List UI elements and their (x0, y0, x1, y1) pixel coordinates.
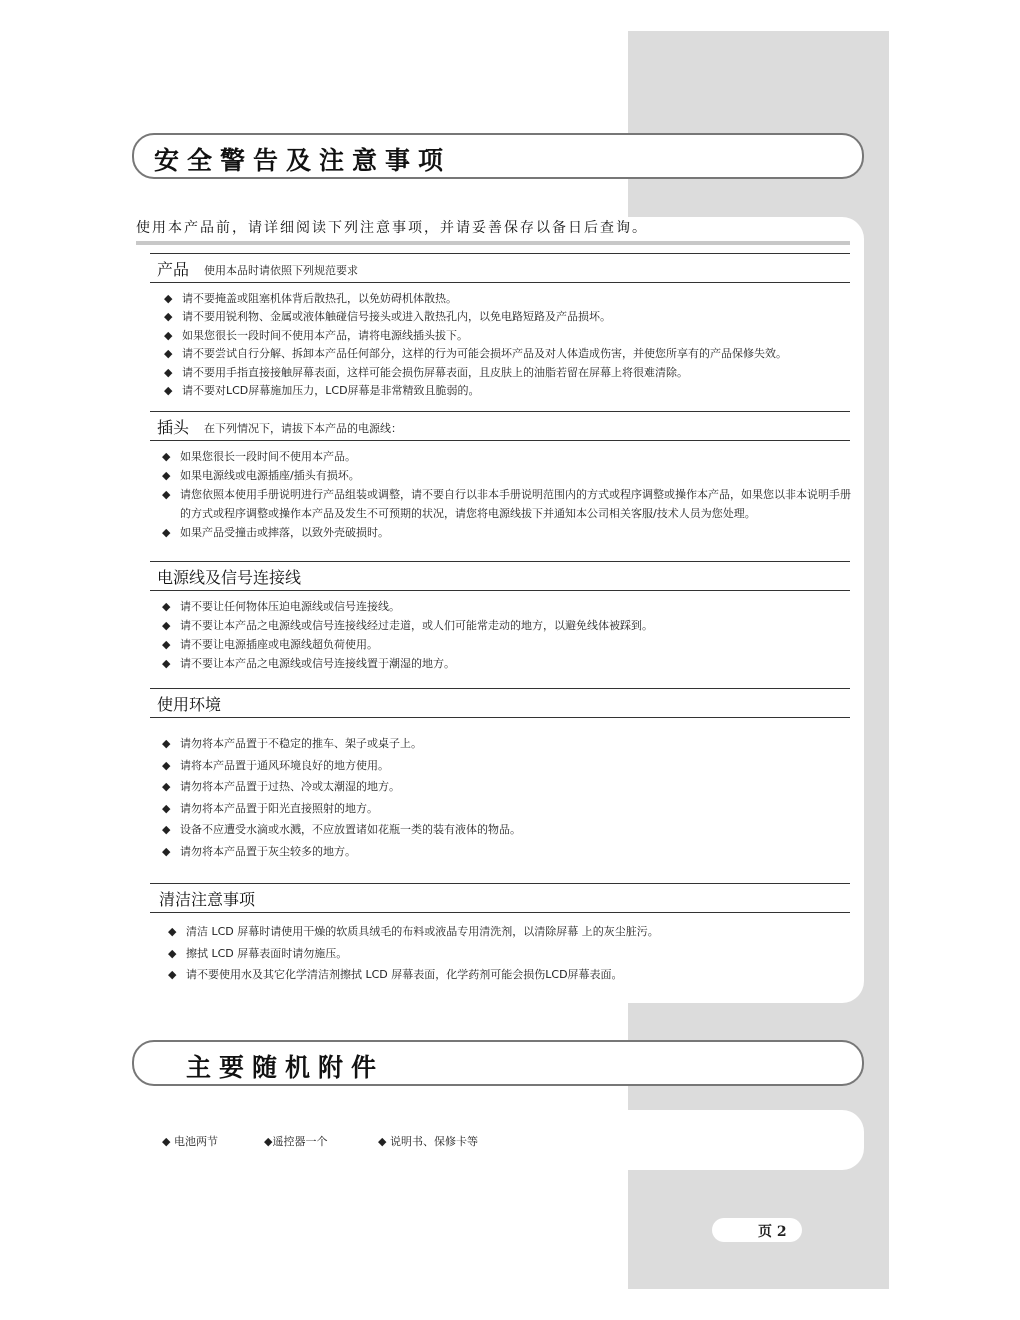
product-list (164, 290, 854, 400)
list-item: ◆ 请勿将本产品置于阳光直接照射的地方。 (162, 798, 852, 820)
section-header-environment (150, 688, 850, 718)
list-item: ◆ 设备不应遭受水滴或水溅，不应放置诸如花瓶一类的装有液体的物品。 (162, 819, 852, 841)
cable-list (162, 597, 852, 673)
bullet-icon: ◆ (162, 801, 171, 815)
list-item: ◆ 请您依照本使用手册说明进行产品组装或调整，请不要自行以非本手册说明范围内的方式或程序调整或操作本产品，如果您以非本说明手册的方式或程序调整或操作本产品及发生不可预期的状况，请您将电源线拔下并通知本公司相关客服/技术人员为您处理。 (162, 485, 852, 523)
list-item: ◆ 请不要让电源插座或电源线超负荷使用。 (162, 635, 852, 654)
bullet-icon: ◆ (164, 384, 173, 398)
bullet-icon: ◆ (378, 1135, 387, 1148)
bullet-icon: ◆ (162, 469, 171, 482)
bullet-icon: ◆ (162, 844, 171, 858)
environment-list (162, 733, 852, 862)
accessory-item: ◆ 电池两节 (162, 1135, 218, 1148)
list-item: ◆ 请不要对LCD屏幕施加压力，LCD屏幕是非常精致且脆弱的。 (164, 382, 854, 400)
section-title-product: 产品 (157, 260, 190, 279)
bullet-icon: ◆ (168, 946, 177, 960)
list-item: ◆ 请不要尝试自行分解、拆卸本产品任何部分，这样的行为可能会损坏产品及对人体造成伤害，并使您所享有的产品保修失效。 (164, 345, 854, 363)
section-title-cleaning: 清洁注意事项 (159, 890, 256, 909)
bullet-icon: ◆ (162, 450, 171, 463)
bullet-icon: ◆ (168, 925, 177, 938)
accessories-heading-box (132, 1040, 864, 1086)
section-title-plug: 插头 (157, 418, 190, 437)
bullet-icon: ◆ (264, 1135, 273, 1148)
bullet-icon: ◆ (162, 526, 171, 539)
bullet-icon: ◆ (162, 737, 171, 750)
bullet-icon: ◆ (164, 310, 173, 324)
list-item: ◆ 如果电源线或电源插座/插头有损坏。 (162, 466, 852, 485)
plug-list (162, 447, 852, 542)
list-item: ◆ 请不要掩盖或阻塞机体背后散热孔，以免妨碍机体散热。 (164, 290, 854, 308)
bullet-icon: ◆ (162, 619, 171, 632)
list-item: ◆ 如果您很长一段时间不使用本产品。 (162, 447, 852, 466)
list-item: ◆ 请不要让本产品之电源线或信号连接线经过走道，或人们可能常走动的地方，以避免线体被踩到。 (162, 616, 852, 635)
section-title-environment: 使用环境 (157, 695, 222, 714)
bullet-icon: ◆ (164, 347, 173, 361)
section-subtitle-plug: 在下列情况下，请拔下本产品的电源线： (204, 422, 402, 435)
list-item: ◆ 请不要让本产品之电源线或信号连接线置于潮湿的地方。 (162, 654, 852, 673)
list-item: ◆ 如果产品受撞击或摔落，以致外壳破损时。 (162, 523, 852, 542)
bullet-icon: ◆ (162, 1135, 171, 1148)
bullet-icon: ◆ (162, 657, 171, 670)
intro-text: 使用本产品前，请详细阅读下列注意事项，并请妥善保存以备日后查询。 (136, 220, 648, 236)
bullet-icon: ◆ (164, 365, 173, 379)
bullet-icon: ◆ (162, 488, 171, 501)
bullet-icon: ◆ (162, 780, 171, 793)
bullet-icon: ◆ (162, 823, 171, 836)
bullet-icon: ◆ (162, 600, 171, 613)
page-number: 页 2 (758, 1224, 787, 1240)
page-number-tab (712, 1218, 802, 1242)
list-item: ◆ 擦拭 LCD 屏幕表面时请勿施压。 (168, 943, 852, 965)
bullet-icon: ◆ (164, 292, 173, 305)
section-title-cable: 电源线及信号连接线 (157, 568, 302, 587)
list-item: ◆ 请将本产品置于通风环境良好的地方使用。 (162, 755, 852, 777)
list-item: ◆ 请不要用锐利物、金属或液体触碰信号接头或进入散热孔内，以免电路短路及产品损坏。 (164, 308, 854, 326)
list-item: ◆ 清洁 LCD 屏幕时请使用干燥的软质具绒毛的布料或液晶专用清洗剂，以清除屏幕 上的灰尘脏污。 (168, 921, 852, 943)
intro-divider (136, 241, 850, 245)
section-header-plug (150, 411, 850, 441)
list-item: ◆ 请勿将本产品置于过热、冷或太潮湿的地方。 (162, 776, 852, 798)
safety-title: 安全警告及注意事项 (154, 146, 452, 175)
cleaning-list (168, 921, 852, 986)
safety-heading-box (132, 133, 864, 179)
accessory-item: ◆ 说明书、保修卡等 (378, 1135, 478, 1148)
bullet-icon: ◆ (162, 758, 171, 772)
list-item: ◆ 请勿将本产品置于不稳定的推车、架子或桌子上。 (162, 733, 852, 755)
list-item: ◆ 请不要让任何物体压迫电源线或信号连接线。 (162, 597, 852, 616)
list-item: ◆ 如果您很长一段时间不使用本产品，请将电源线插头拔下。 (164, 327, 854, 345)
section-header-cleaning (150, 883, 850, 913)
list-item: ◆ 请勿将本产品置于灰尘较多的地方。 (162, 841, 852, 863)
section-header-cable (150, 561, 850, 591)
accessory-item: ◆遥控器一个 (264, 1135, 328, 1148)
section-subtitle-product: 使用本品时请依照下列规范要求 (204, 264, 358, 277)
list-item: ◆ 请不要使用水及其它化学清洁剂擦拭 LCD 屏幕表面，化学药剂可能会损伤LCD屏幕表面。 (168, 964, 852, 986)
accessories-title: 主要随机附件 (186, 1053, 385, 1082)
bullet-icon: ◆ (164, 328, 173, 342)
bullet-icon: ◆ (162, 638, 171, 651)
list-item: ◆ 请不要用手指直接接触屏幕表面，这样可能会损伤屏幕表面，且皮肤上的油脂若留在屏幕上将很难清除。 (164, 364, 854, 382)
section-header-product (150, 253, 850, 283)
bullet-icon: ◆ (168, 968, 177, 981)
